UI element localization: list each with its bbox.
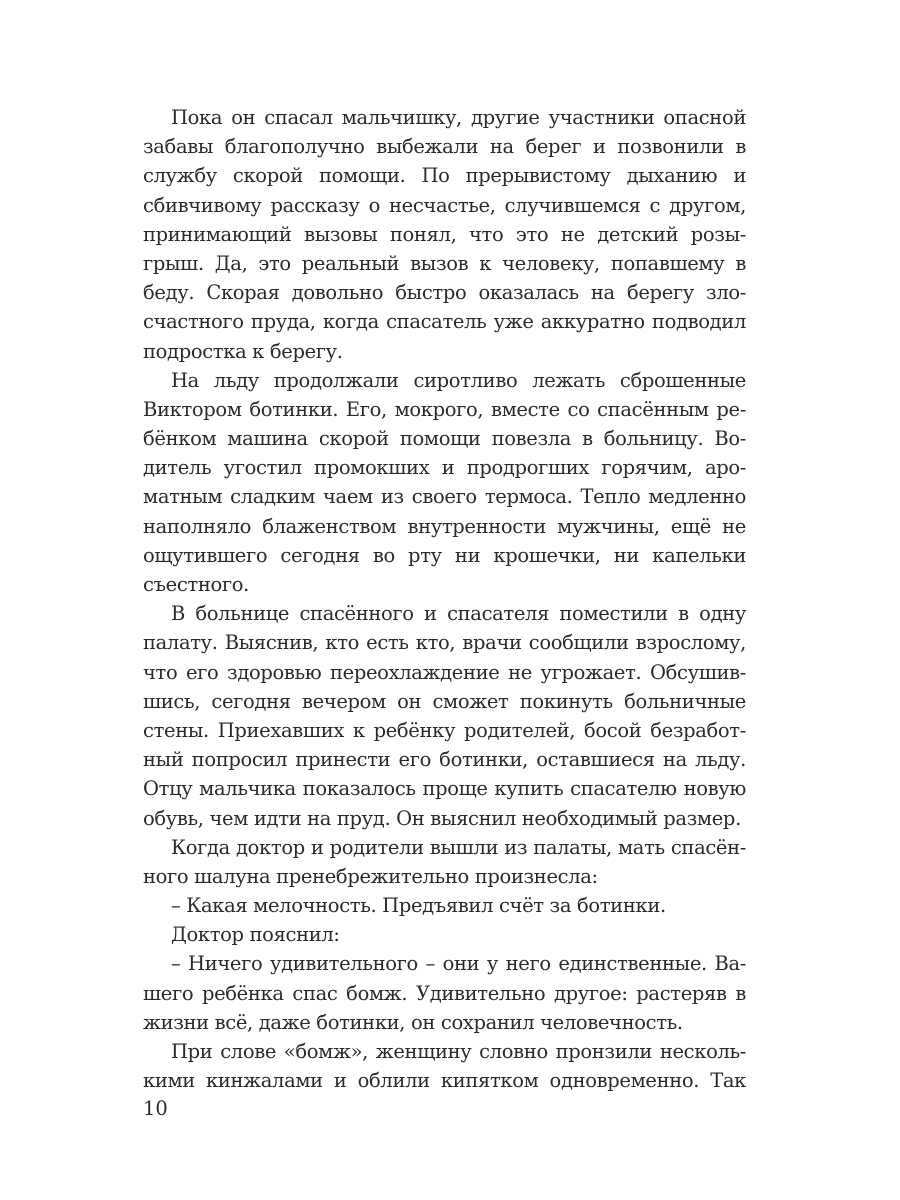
text-line: принимающий вызовы понял, что это не детский розы- bbox=[143, 222, 746, 246]
text-line: дитель угостил промокших и продрогших горячим, аро- bbox=[143, 456, 746, 480]
text-line: сбивчивому рассказу о несчастье, случившемся с другом, bbox=[143, 193, 746, 217]
text-line: забавы благополучно выбежали на берег и позвонили в bbox=[143, 135, 746, 159]
paragraph bbox=[143, 833, 746, 891]
text-line: что его здоровью переохлаждение не угрожает. Обсушив- bbox=[143, 660, 746, 684]
text-line: грыш. Да, это реальный вызов к человеку, попавшему в bbox=[143, 251, 746, 275]
text-line: беду. Скорая довольно быстро оказалась на берегу зло- bbox=[143, 281, 746, 305]
paragraph bbox=[143, 599, 746, 833]
text-line: – Какая мелочность. Предъявил счёт за ботинки. bbox=[171, 894, 666, 918]
paragraph bbox=[143, 103, 746, 366]
text-line: съестного. bbox=[143, 573, 249, 596]
text-line: В больнице спасённого и спасателя поместили в одну bbox=[171, 602, 746, 626]
text-line: Отцу мальчика показалось проще купить спасателю новую bbox=[143, 777, 746, 801]
text-line: шись, сегодня вечером он сможет покинуть больничные bbox=[143, 689, 746, 713]
text-line: матным сладким чаем из своего термоса. Тепло медленно bbox=[143, 485, 746, 509]
text-line: палату. Выяснив, кто есть кто, врачи сообщили взрослому, bbox=[143, 631, 746, 655]
text-line: стены. Приехавших к ребёнку родителей, босой безработ- bbox=[143, 718, 746, 742]
text-line: счастного пруда, когда спасатель уже аккуратно подводил bbox=[143, 310, 746, 334]
text-line: подростка к берегу. bbox=[143, 339, 343, 363]
text-line: Пока он спасал мальчишку, другие участники опасной bbox=[171, 106, 746, 129]
text-line: обувь, чем идти на пруд. Он выяснил необходимый размер. bbox=[143, 806, 741, 830]
paragraph bbox=[143, 920, 746, 949]
text-line: Когда доктор и родители вышли из палаты, мать спасён- bbox=[171, 835, 746, 859]
body-text bbox=[143, 103, 746, 1095]
text-line: Виктором ботинки. Его, мокрого, вместе со спасённым ре- bbox=[143, 397, 746, 421]
text-line: бёнком машина скорой помощи повезла в больницу. Во- bbox=[143, 427, 746, 451]
paragraph bbox=[143, 1037, 746, 1095]
text-line: – Ничего удивительного – они у него единственные. Ва- bbox=[171, 952, 746, 976]
page-number: 10 bbox=[143, 1097, 168, 1120]
text-line: ощутившего сегодня во рту ни крошечки, ни капельки bbox=[143, 543, 746, 567]
paragraph bbox=[143, 891, 746, 920]
text-line: жизни всё, даже ботинки, он сохранил человечность. bbox=[143, 1010, 683, 1034]
text-line: службу скорой помощи. По прерывистому дыханию и bbox=[143, 164, 746, 188]
text-line: наполняло блаженством внутренности мужчины, ещё не bbox=[143, 514, 746, 538]
text-line: ный попросил принести его ботинки, оставшиеся на льду. bbox=[143, 748, 746, 772]
text-line: При слове «бомж», женщину словно пронзили несколь- bbox=[171, 1040, 746, 1063]
text-line: шего ребёнка спас бомж. Удивительно другое: растеряв в bbox=[143, 981, 746, 1005]
paragraph bbox=[143, 949, 746, 1037]
text-line: На льду продолжали сиротливо лежать сброшенные bbox=[171, 368, 746, 392]
text-line: Доктор пояснил: bbox=[171, 923, 340, 947]
paragraph bbox=[143, 366, 746, 600]
text-line: ного шалуна пренебрежительно произнесла: bbox=[143, 864, 598, 888]
text-line: кими кинжалами и облили кипятком одновременно. Так bbox=[143, 1069, 746, 1093]
